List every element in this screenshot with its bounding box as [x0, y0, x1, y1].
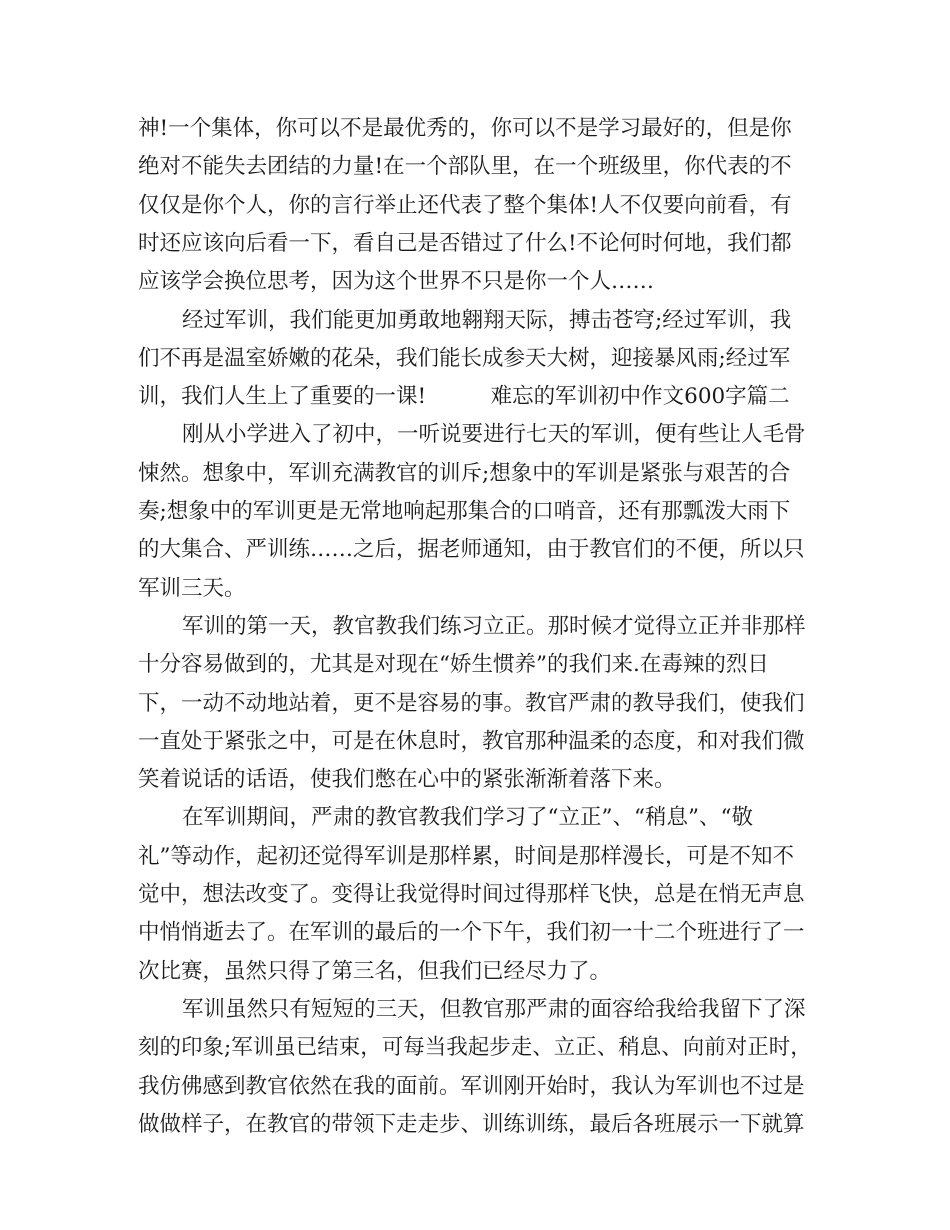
text-line: 礼”等动作，起初还觉得军训是那样累，时间是那样漫长，可是不知不 [138, 843, 794, 869]
text-line: 时还应该向后看一下，看自己是否错过了什么!不论何时何地，我们都 [138, 230, 792, 256]
text-line: 悚然。想象中，军训充满教官的训斥;想象中的军训是紧张与艰苦的合 [138, 460, 791, 486]
text-line: 绝对不能失去团结的力量!在一个部队里，在一个班级里，你代表的不 [138, 154, 792, 180]
text-line: 刻的印象;军训虽已结束，可每当我起步走、立正、稍息、向前对正时， [138, 1035, 812, 1061]
paragraph-first-line: 经过军训，我们能更加勇敢地翱翔天际，搏击苍穹;经过军训，我 [182, 307, 792, 333]
text-line: 觉中，想法改变了。变得让我觉得时间过得那样飞快，总是在悄无声息 [138, 882, 805, 907]
text-line: 下，一动不动地站着，更不是容易的事。教官严肃的教导我们，使我们 [138, 690, 805, 716]
text-line: 十分容易做到的，尤其是对现在“娇生惯养”的我们来.在毒辣的烈日 [138, 652, 769, 678]
text-line: 一直处于紧张之中，可是在休息时，教官那种温柔的态度，和对我们微 [138, 728, 805, 754]
text-line: 奏;想象中的军训更是无常地响起那集合的口哨音，还有那瓢泼大雨下 [138, 499, 791, 524]
text-line: 做做样子，在教官的带领下走走步、训练训练，最后各班展示一下就算 [138, 1111, 805, 1137]
text-line: 们不再是温室娇嫩的花朵，我们能长成参天大树，迎接暴风雨;经过军 [138, 345, 791, 371]
paragraph-first-line: 在军训期间，严肃的教官教我们学习了“立正”、“稍息”、“敬 [182, 805, 753, 831]
paragraph-first-line: 刚从小学进入了初中，一听说要进行七天的军训，便有些让人毛骨 [182, 422, 806, 448]
text-line: 应该学会换位思考，因为这个世界不只是你一个人…… [138, 269, 655, 295]
text-line-with-heading: 训，我们人生上了重要的一课! 难忘的军训初中作文600字篇二 [138, 384, 790, 410]
text-line: 笑着说话的话语，使我们憋在心中的紧张渐渐着落下来。 [138, 767, 676, 793]
text-line: 次比赛，虽然只得了第三名，但我们已经尽力了。 [138, 958, 612, 984]
paragraph-first-line: 军训虽然只有短短的三天，但教官那严肃的面容给我给我留下了深 [182, 996, 806, 1022]
text-line: 神!一个集体，你可以不是最优秀的，你可以不是学习最好的，但是你 [138, 116, 792, 141]
text-line: 中悄悄逝去了。在军训的最后的一个下午，我们初一十二个班进行了一 [138, 920, 805, 946]
text-line: 军训三天。 [138, 575, 246, 601]
paragraph-first-line: 军训的第一天，教官教我们练习立正。那时候才觉得立正并非那样 [182, 613, 806, 639]
text-line: 我仿佛感到教官依然在我的面前。军训刚开始时，我认为军训也不过是 [138, 1073, 805, 1099]
text-line: 仅仅是你个人，你的言行举止还代表了整个集体!人不仅要向前看，有 [138, 192, 792, 218]
text-line: 的大集合、严训练……之后，据老师通知，由于教官们的不便，所以只 [138, 537, 805, 563]
